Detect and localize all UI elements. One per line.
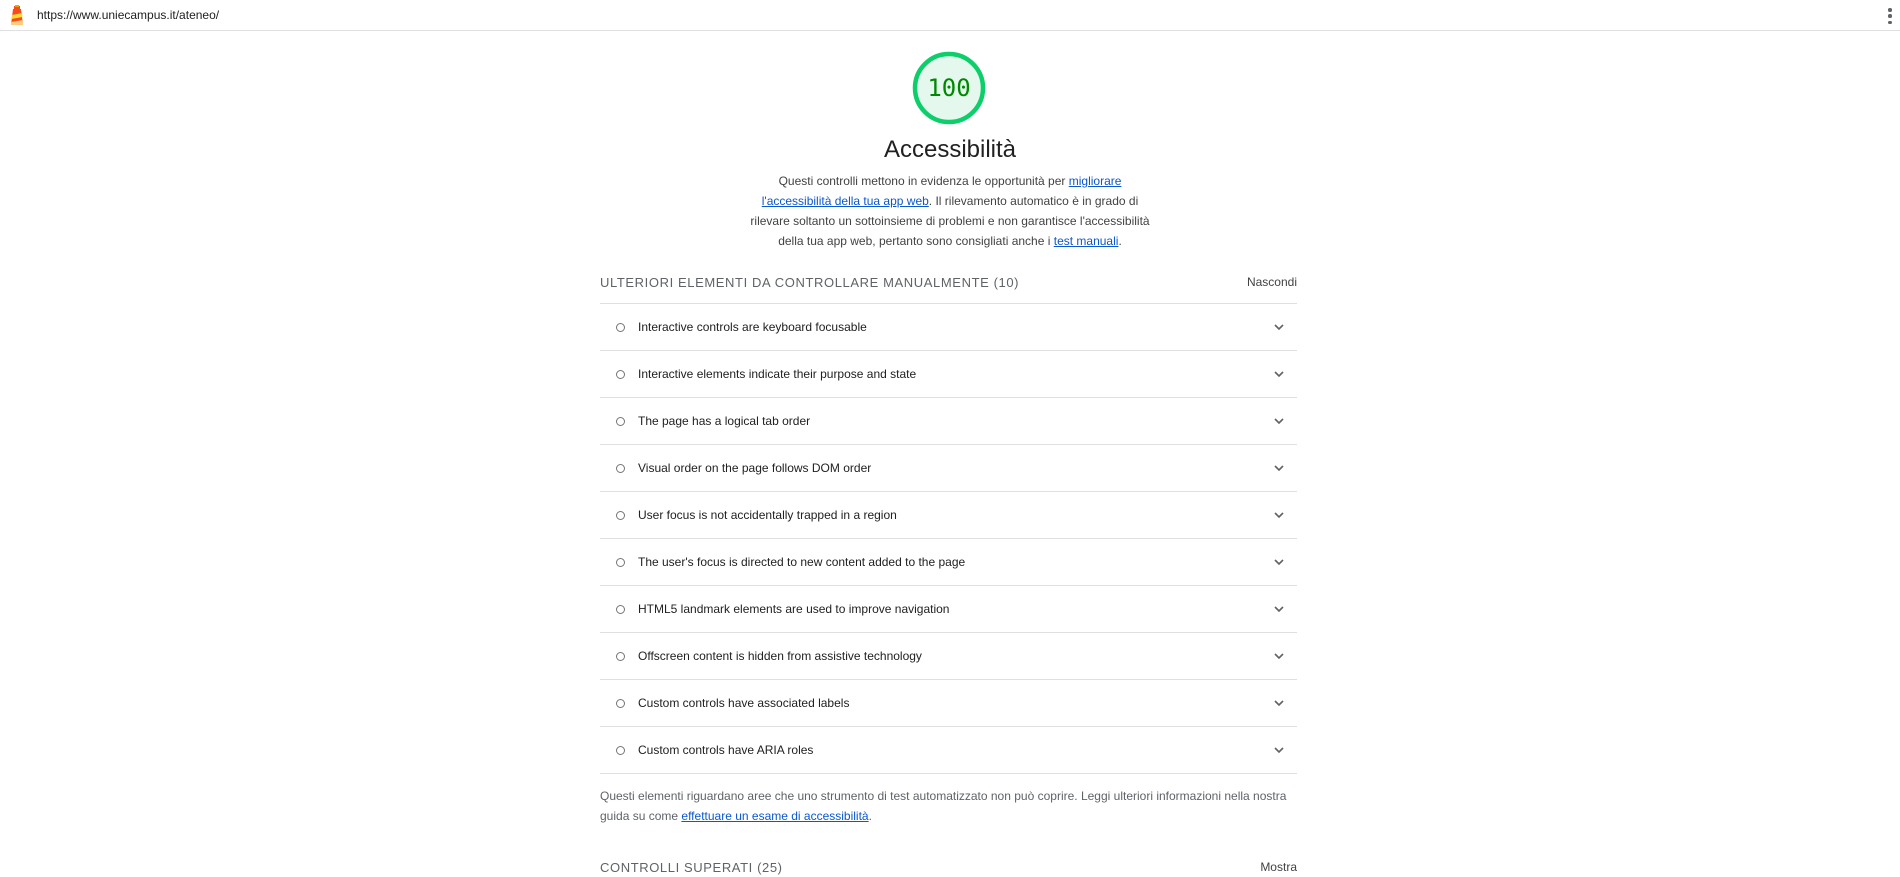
accessibility-review-link[interactable]: effettuare un esame di accessibilità	[681, 809, 869, 823]
audit-item[interactable]	[600, 304, 1297, 351]
description-text: Questi elementi riguardano aree che uno strumento di test automatizzato non può coprire. Leggi ulteriori informazioni nella nostra guida su come	[600, 789, 1287, 823]
description-text: .	[1118, 234, 1122, 248]
hide-toggle-button[interactable]: Nascondi	[1246, 275, 1297, 289]
audit-label: The page has a logical tab order	[638, 414, 811, 428]
category-description	[745, 171, 1155, 251]
audit-label: Custom controls have associated labels	[638, 696, 850, 710]
browser-toolbar	[0, 0, 1900, 31]
audit-label: Custom controls have ARIA roles	[638, 743, 814, 757]
show-toggle-button[interactable]: Mostra	[1260, 860, 1297, 874]
lighthouse-logo-icon	[8, 5, 26, 27]
chevron-down-icon[interactable]	[1273, 698, 1285, 708]
audit-item[interactable]	[600, 539, 1297, 586]
chevron-down-icon[interactable]	[1273, 745, 1285, 755]
manual-audit-icon	[616, 370, 625, 379]
audit-item[interactable]	[600, 445, 1297, 492]
chevron-down-icon[interactable]	[1273, 604, 1285, 614]
manual-group-header	[600, 272, 1297, 292]
page-url: https://www.uniecampus.it/ateneo/	[37, 8, 220, 22]
audit-label: Interactive elements indicate their purpose and state	[638, 367, 917, 381]
passed-group-title: CONTROLLI SUPERATI (25)	[600, 859, 783, 875]
audit-item[interactable]	[600, 680, 1297, 727]
audit-item[interactable]	[600, 398, 1297, 445]
audit-item[interactable]	[600, 727, 1297, 774]
description-text: Questi controlli mettono in evidenza le opportunità per	[778, 174, 1069, 188]
audit-label: User focus is not accidentally trapped in a region	[638, 508, 897, 522]
audit-item[interactable]	[600, 586, 1297, 633]
audit-item[interactable]	[600, 492, 1297, 539]
chevron-down-icon[interactable]	[1273, 463, 1285, 473]
manual-audit-icon	[616, 558, 625, 567]
chevron-down-icon[interactable]	[1273, 416, 1285, 426]
score-value: 100	[927, 74, 971, 102]
manual-audit-icon	[616, 652, 625, 661]
manual-audit-icon	[616, 511, 625, 520]
audit-label: Visual order on the page follows DOM order	[638, 461, 872, 475]
audit-label: Offscreen content is hidden from assistive technology	[638, 649, 922, 663]
passed-group-header	[600, 857, 1297, 877]
manual-group-description	[600, 786, 1297, 826]
more-options-icon[interactable]	[1884, 6, 1896, 26]
description-text: .	[868, 809, 872, 823]
description-text: . Il rilevamento automatico è in grado di rilevare soltanto un sottoinsieme di problemi e non garantisce l'accessibilità della tua app web, pertanto sono consigliati anche i	[750, 194, 1150, 248]
chevron-down-icon[interactable]	[1273, 322, 1285, 332]
manual-audit-icon	[616, 605, 625, 614]
audit-item[interactable]	[600, 633, 1297, 680]
manual-audit-icon	[616, 464, 625, 473]
audit-label: HTML5 landmark elements are used to improve navigation	[638, 602, 950, 616]
audit-label: The user's focus is directed to new content added to the page	[638, 555, 966, 569]
chevron-down-icon[interactable]	[1273, 510, 1285, 520]
manual-audit-icon	[616, 699, 625, 708]
manual-audit-icon	[616, 323, 625, 332]
audit-item[interactable]	[600, 351, 1297, 398]
manual-audit-list	[600, 303, 1297, 774]
category-title: Accessibilità	[883, 136, 1017, 163]
manual-audit-icon	[616, 746, 625, 755]
manual-tests-link[interactable]: test manuali	[1053, 234, 1119, 248]
chevron-down-icon[interactable]	[1273, 651, 1285, 661]
manual-audit-icon	[616, 417, 625, 426]
audit-label: Interactive controls are keyboard focusable	[638, 320, 867, 334]
chevron-down-icon[interactable]	[1273, 557, 1285, 567]
chevron-down-icon[interactable]	[1273, 369, 1285, 379]
manual-group-title: ULTERIORI ELEMENTI DA CONTROLLARE MANUALMENTE (10)	[600, 274, 1020, 290]
improve-accessibility-link[interactable]: migliorare l'accessibilità della tua app web	[761, 174, 1122, 208]
